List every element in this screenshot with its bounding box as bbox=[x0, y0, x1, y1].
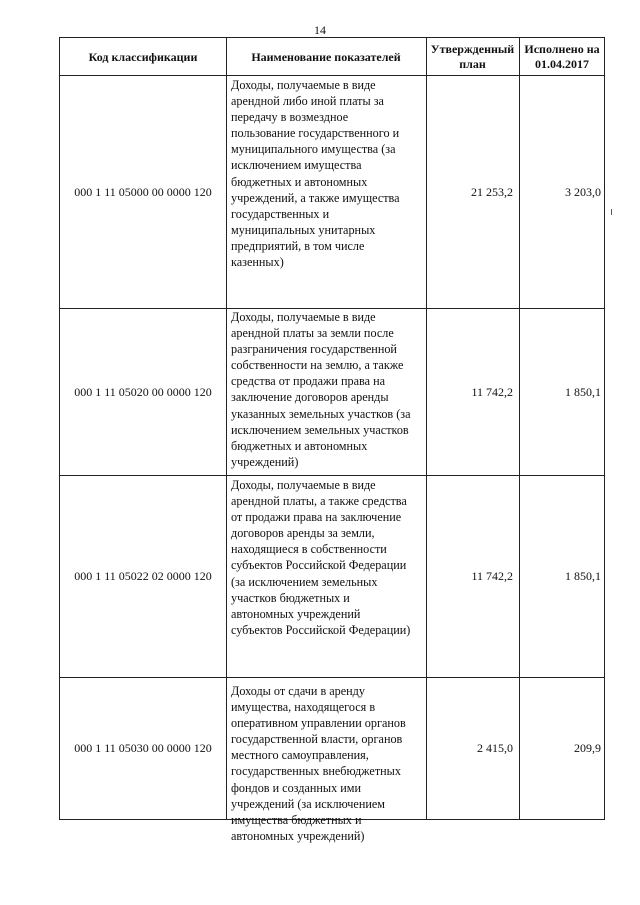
row-code: 000 1 11 05020 00 0000 120 bbox=[74, 384, 212, 399]
header-plan: Утвержденный план bbox=[430, 42, 515, 71]
revenue-table bbox=[59, 37, 605, 843]
row-done: 209,9 bbox=[574, 741, 601, 755]
row-name: Доходы, получаемые в виде арендной платы за земли после разграничения государственной собственности на землю, а также средства от продажи права на заключение договоров аренды указанных земельных участков (за исключением земельных участков бюджетных и автономных учреждений) bbox=[231, 310, 411, 469]
row-plan: 11 742,2 bbox=[471, 569, 513, 583]
header-done: Исполнено на 01.04.2017 bbox=[524, 42, 600, 71]
row-done: 1 850,1 bbox=[565, 569, 601, 583]
row-code: 000 1 11 05022 02 0000 120 bbox=[74, 569, 212, 583]
table-row bbox=[60, 309, 604, 476]
table-row bbox=[60, 678, 604, 843]
row-plan: 21 253,2 bbox=[471, 184, 513, 199]
row-plan: 11 742,2 bbox=[471, 384, 513, 399]
table-row bbox=[60, 76, 604, 309]
row-code: 000 1 11 05000 00 0000 120 bbox=[74, 184, 212, 199]
page-number: 14 bbox=[314, 23, 326, 37]
row-name: Доходы, получаемые в виде арендной либо иной платы за передачу в возмездное пользование государственного и муниципального имущества (за исключением имущества бюджетных и автономных учреждений, а также имущества государственных и муниципальных унитарных предприятий, в том числе казенных) bbox=[231, 78, 400, 270]
row-name: Доходы, получаемые в виде арендной платы, а также средства от продажи права на заключение договоров аренды за земли, находящиеся в собственности субъектов Российской Федерации (за исключением земельных участков бюджетных и автономных учреждений субъектов Российской Федерации) bbox=[231, 478, 411, 637]
header-name: Наименование показателей bbox=[251, 49, 401, 64]
row-code: 000 1 11 05030 00 0000 120 bbox=[74, 741, 212, 755]
header-code: Код классификации bbox=[88, 49, 198, 64]
row-plan: 2 415,0 bbox=[477, 741, 513, 755]
row-name: Доходы от сдачи в аренду имущества, находящегося в оперативном управлении органов государственной власти, органов местного самоуправления, государственных внебюджетных фондов и созданных ими учреждений (за исключением имущества бюджетных и автономных учреждений) bbox=[231, 684, 406, 843]
table-header bbox=[60, 38, 604, 76]
table-row bbox=[60, 476, 604, 678]
scan-mark bbox=[611, 209, 612, 215]
row-done: 1 850,1 bbox=[565, 384, 601, 399]
row-done: 3 203,0 bbox=[565, 184, 601, 199]
